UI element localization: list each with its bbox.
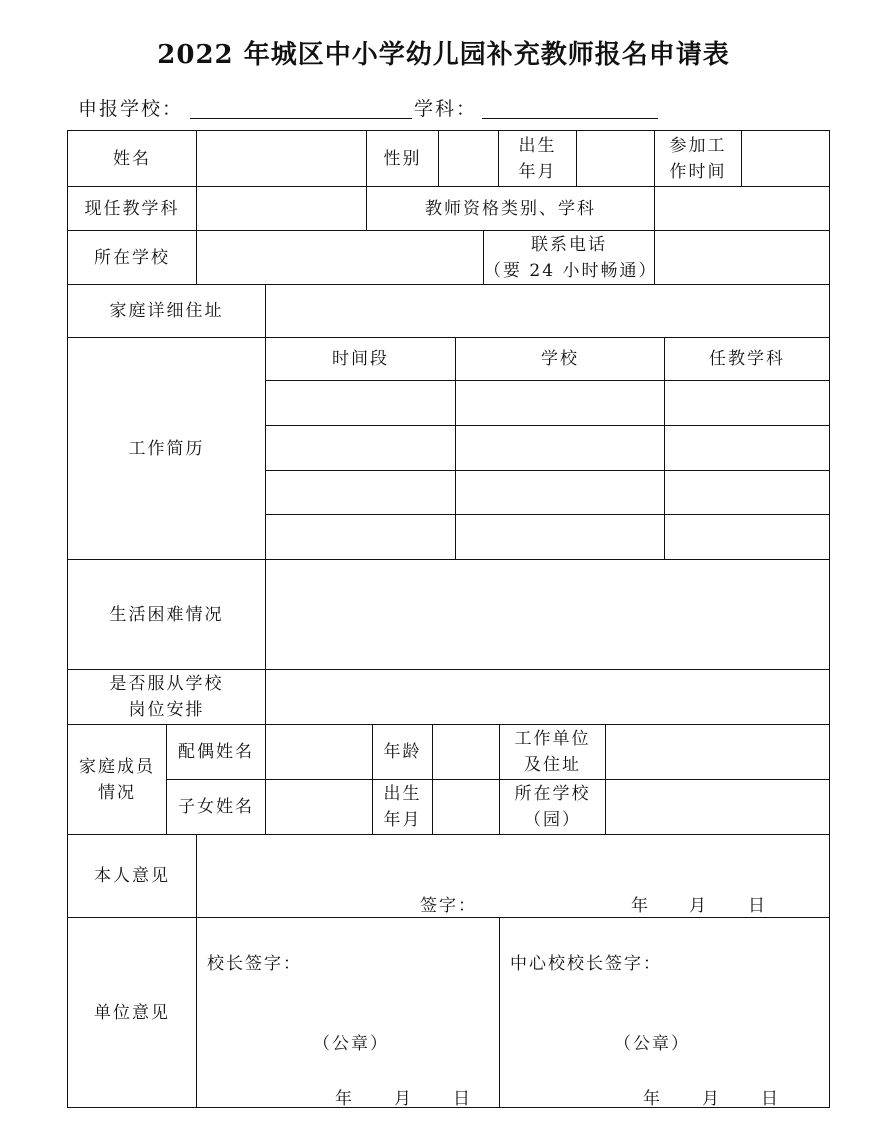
name-label: 姓名 [68,131,197,187]
gender-cell[interactable] [439,131,499,187]
birth-cell[interactable] [577,131,655,187]
form-title: 2022 年城区中小学幼儿园补充教师报名申请表 [157,40,730,70]
address-cell[interactable] [266,285,829,338]
center-principal-year: 年 [643,1089,662,1109]
principal-month: 月 [394,1089,413,1109]
current-subject-cell[interactable] [197,187,367,231]
principal-opinion-cell[interactable] [197,918,500,1107]
work-unit-label: 工作单位 及住址 [500,725,606,780]
resume-header-period: 时间段 [266,338,456,381]
principal-seal: （公章） [313,1034,389,1054]
center-principal-month: 月 [702,1089,721,1109]
work-unit-cell[interactable] [606,725,829,780]
age-label: 年龄 [373,725,433,780]
current-subject-label: 现任教学科 [68,187,197,231]
family-label: 家庭成员 情况 [68,725,167,835]
resume-subject-cell[interactable] [665,381,829,426]
subject-blank[interactable] [482,118,658,119]
resume-subject-cell[interactable] [665,471,829,515]
school-label: 申报学校： [78,98,184,120]
child-birth-label: 出生 年月 [373,780,433,835]
age-cell[interactable] [433,725,500,780]
unit-opinion-label: 单位意见 [68,918,197,1107]
resume-period-cell[interactable] [266,471,456,515]
phone-label: 联系电话 （要 24 小时畅通） [484,231,655,285]
school-label-cell: 所在学校 [68,231,197,285]
resume-header-school: 学校 [456,338,665,381]
school-cell[interactable] [197,231,484,285]
spouse-name-label: 配偶姓名 [167,725,266,780]
opinion-cell[interactable] [197,835,829,918]
spouse-name-cell[interactable] [266,725,373,780]
signature-label: 签字： [420,896,477,916]
work-start-cell[interactable] [742,131,829,187]
opinion-month: 月 [689,896,708,916]
child-name-cell[interactable] [266,780,373,835]
child-birth-cell[interactable] [433,780,500,835]
child-school-label: 所在学校 （园） [500,780,606,835]
principal-day: 日 [453,1089,472,1109]
hardship-cell[interactable] [266,560,829,670]
resume-subject-cell[interactable] [665,515,829,560]
resume-school-cell[interactable] [456,381,665,426]
qualification-label: 教师资格类别、学科 [367,187,655,231]
resume-school-cell[interactable] [456,426,665,471]
center-principal-sign-label: 中心校校长签字： [510,954,662,974]
resume-label: 工作简历 [68,338,266,560]
gender-label: 性别 [367,131,439,187]
center-principal-seal: （公章） [614,1034,690,1054]
application-table [67,130,830,1108]
opinion-label: 本人意见 [68,835,197,918]
subject-label: 学科： [414,98,478,120]
resume-period-cell[interactable] [266,381,456,426]
center-principal-day: 日 [761,1089,780,1109]
child-school-cell[interactable] [606,780,829,835]
obey-label: 是否服从学校 岗位安排 [68,670,266,725]
phone-cell[interactable] [655,231,829,285]
resume-school-cell[interactable] [456,515,665,560]
name-cell[interactable] [197,131,367,187]
work-start-label: 参加工 作时间 [655,131,742,187]
hardship-label: 生活困难情况 [68,560,266,670]
principal-year: 年 [335,1089,354,1109]
address-label: 家庭详细住址 [68,285,266,338]
principal-sign-label: 校长签字： [207,954,302,974]
qualification-cell[interactable] [655,187,829,231]
birth-label: 出生 年月 [499,131,577,187]
resume-subject-cell[interactable] [665,426,829,471]
opinion-day: 日 [748,896,767,916]
opinion-year: 年 [631,896,650,916]
resume-period-cell[interactable] [266,515,456,560]
obey-cell[interactable] [266,670,829,725]
center-principal-opinion-cell[interactable] [500,918,829,1107]
resume-period-cell[interactable] [266,426,456,471]
resume-header-subject: 任教学科 [665,338,829,381]
resume-school-cell[interactable] [456,471,665,515]
school-blank[interactable] [190,118,412,119]
child-name-label: 子女姓名 [167,780,266,835]
